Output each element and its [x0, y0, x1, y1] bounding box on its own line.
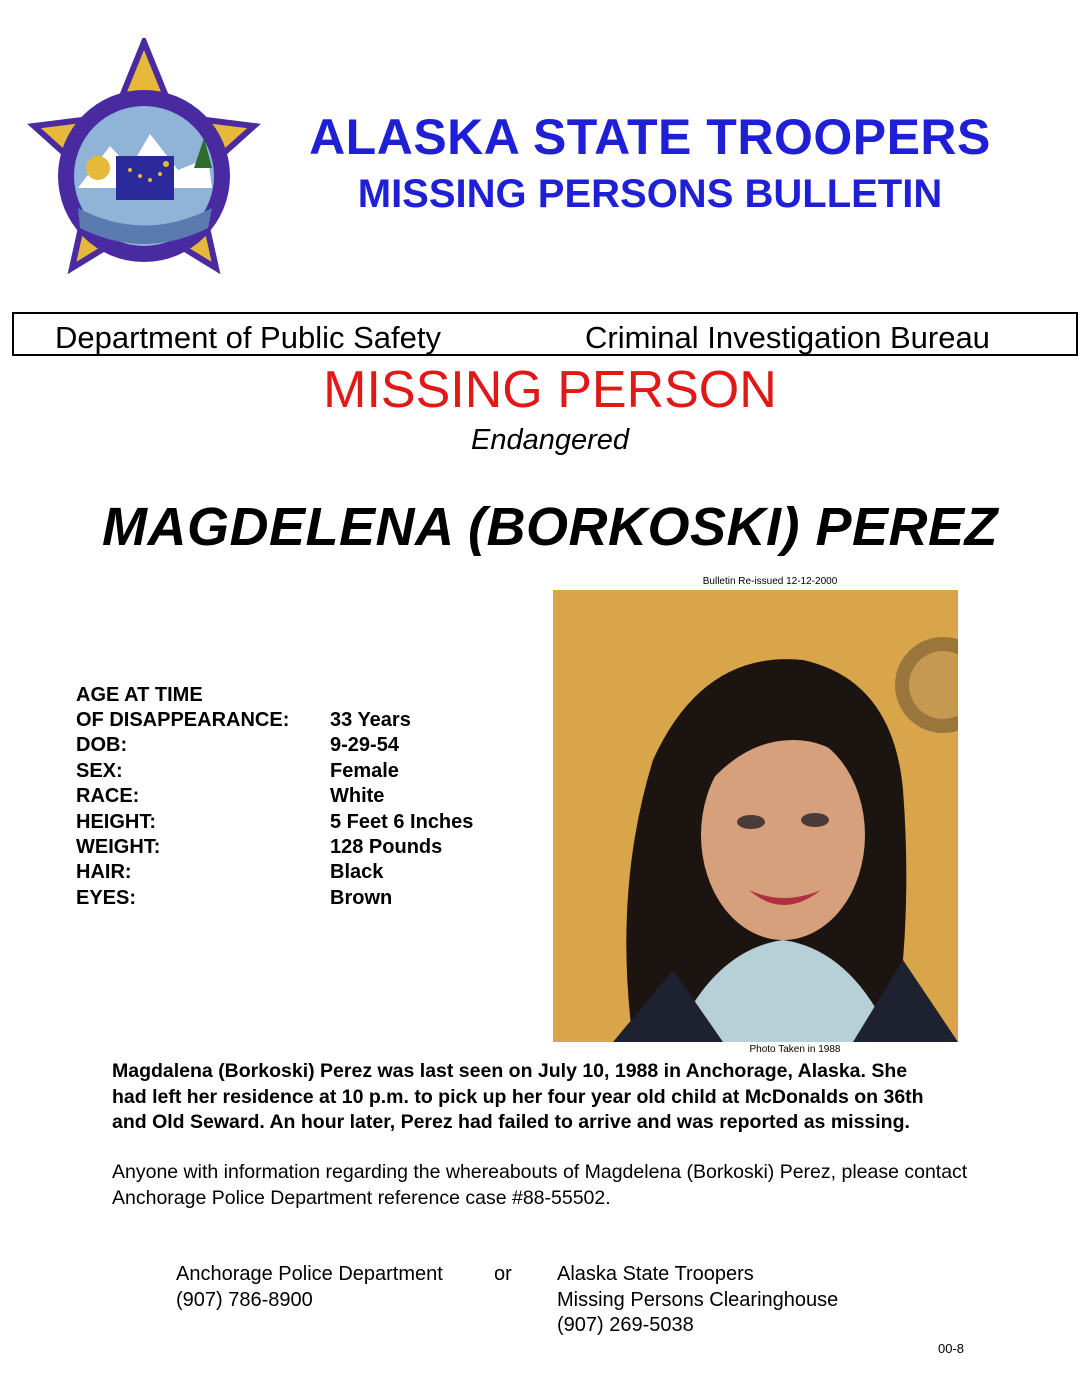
detail-value: 33 Years: [330, 709, 411, 731]
photo-caption: Photo Taken in 1988: [749, 1044, 841, 1055]
contact-request: [112, 1160, 1052, 1211]
status-label: Endangered: [470, 424, 630, 456]
detail-label: DOB:: [76, 734, 128, 756]
detail-label: HEIGHT:: [76, 811, 156, 833]
detail-value: Black: [330, 861, 384, 883]
reissue-note: Bulletin Re-issued 12-12-2000: [702, 576, 838, 587]
narrative-line: had left her residence at 10 p.m. to pick up her four year old child at McDonalds on 36th: [112, 1085, 924, 1108]
detail-value: Female: [330, 760, 399, 782]
detail-value: Brown: [330, 887, 393, 909]
contact-ast: [557, 1262, 838, 1339]
detail-value: White: [330, 785, 385, 807]
detail-value: 5 Feet 6 Inches: [330, 811, 474, 833]
detail-label: EYES:: [76, 887, 137, 909]
contact-name: Alaska State Troopers: [557, 1263, 754, 1285]
detail-value: 128 Pounds: [330, 836, 443, 858]
info-line: Anyone with information regarding the whereabouts of Magdelena (Borkoski) Perez, please contact: [112, 1161, 968, 1183]
detail-value: 9-29-54: [330, 734, 399, 756]
agency-title: ALASKA STATE TROOPERS: [309, 109, 991, 165]
detail-label: RACE:: [76, 785, 140, 807]
department-name: Department of Public Safety: [55, 320, 441, 355]
missing-person-heading: MISSING PERSON: [323, 361, 777, 419]
narrative-line: and Old Seward. An hour later, Perez had failed to arrive and was reported as missing.: [112, 1111, 910, 1133]
narrative-line: Magdalena (Borkoski) Perez was last seen on July 10, 1988 in Anchorage, Alaska. She: [112, 1060, 908, 1082]
contact-phone: (907) 786-8900: [176, 1288, 313, 1311]
contact-apd: [176, 1262, 443, 1313]
contact-unit: Missing Persons Clearinghouse: [557, 1288, 839, 1311]
detail-label: AGE AT TIME: [76, 684, 203, 706]
bulletin-subtitle: MISSING PERSONS BULLETIN: [357, 172, 943, 216]
trooper-badge-logo: [18, 38, 270, 294]
person-photo: [553, 590, 958, 1042]
form-number: 00-8: [938, 1341, 965, 1356]
detail-label: OF DISAPPEARANCE:: [76, 709, 290, 731]
contact-separator: or: [494, 1263, 512, 1285]
detail-label: HAIR:: [76, 861, 132, 883]
detail-label: WEIGHT:: [76, 836, 161, 858]
person-name: MAGDELENA (BORKOSKI) PEREZ: [101, 497, 998, 557]
contact-name: Anchorage Police Department: [176, 1263, 443, 1285]
detail-label: SEX:: [76, 760, 123, 782]
info-line: Anchorage Police Department reference case #88-55502.: [112, 1186, 611, 1209]
case-narrative: [112, 1059, 1032, 1136]
contact-phone: (907) 269-5038: [557, 1314, 694, 1336]
bureau-name: Criminal Investigation Bureau: [585, 320, 990, 355]
